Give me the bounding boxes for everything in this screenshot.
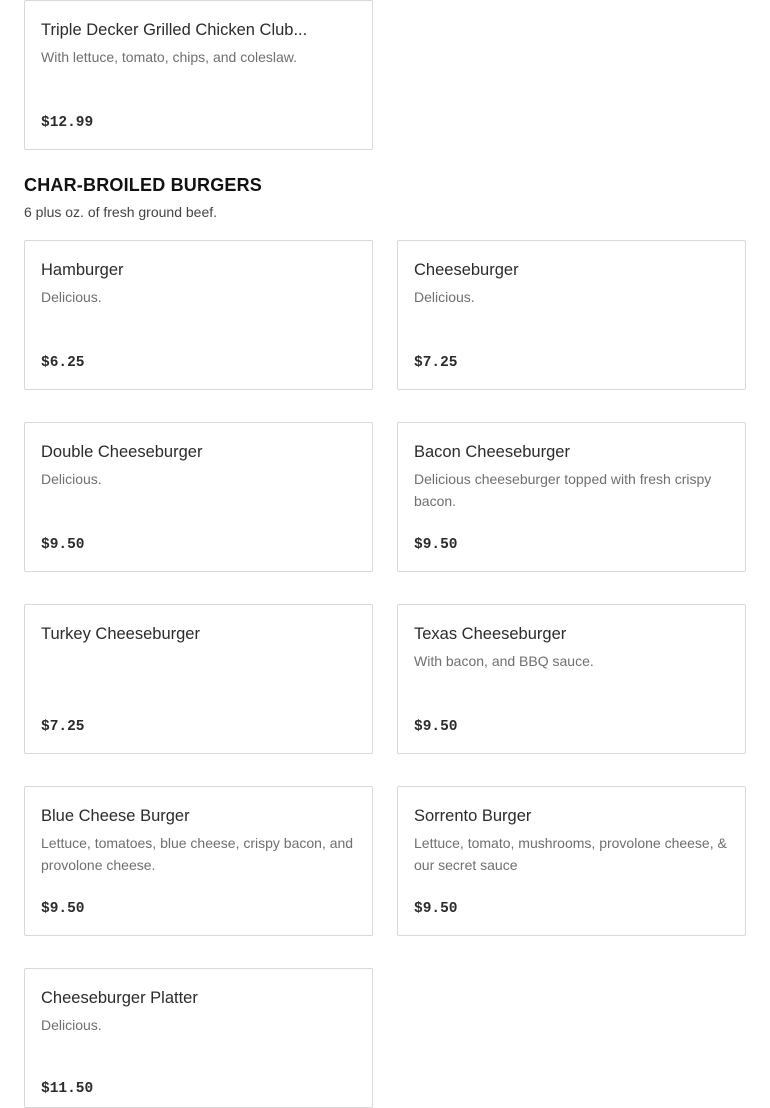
item-description: Delicious. (41, 471, 102, 487)
item-description: With bacon, and BBQ sauce. (414, 653, 594, 669)
menu-item-card-triple-decker[interactable] (24, 0, 373, 150)
menu-item-card-blue-cheese-burger[interactable] (24, 786, 373, 936)
menu-item-card-hamburger[interactable] (24, 240, 373, 390)
item-title: Hamburger (41, 261, 124, 279)
item-price: $9.50 (41, 901, 85, 917)
item-price: $9.50 (41, 537, 85, 553)
item-description: Lettuce, tomato, mushrooms, provolone cheese, & our secret sauce (414, 835, 727, 873)
section-subtitle: 6 plus oz. of fresh ground beef. (24, 204, 218, 220)
item-title: Sorrento Burger (414, 807, 532, 825)
item-title: Texas Cheeseburger (414, 625, 567, 643)
item-price: $9.50 (414, 537, 458, 553)
item-title: Double Cheeseburger (41, 443, 203, 461)
menu-item-card-bacon-cheeseburger[interactable] (397, 422, 746, 572)
item-description: Delicious. (41, 1017, 102, 1033)
menu-item-card-sorrento-burger[interactable] (397, 786, 746, 936)
item-price: $9.50 (414, 719, 458, 735)
item-title: Cheeseburger (414, 261, 519, 279)
menu-item-card-cheeseburger-platter[interactable] (24, 968, 373, 1108)
item-price: $9.50 (414, 901, 458, 917)
item-description: With lettuce, tomato, chips, and coleslaw. (41, 49, 298, 65)
item-price: $7.25 (414, 355, 458, 371)
item-price: $11.50 (41, 1081, 94, 1097)
item-title: Bacon Cheeseburger (414, 443, 570, 461)
menu-item-card-cheeseburger[interactable] (397, 240, 746, 390)
menu-item-card-turkey-cheeseburger[interactable] (24, 604, 373, 754)
item-price: $7.25 (41, 719, 85, 735)
menu-item-card-double-cheeseburger[interactable] (24, 422, 373, 572)
item-description: Delicious. (41, 289, 102, 305)
item-description: Lettuce, tomatoes, blue cheese, crispy bacon, and provolone cheese. (41, 835, 354, 873)
item-price: $12.99 (41, 115, 94, 131)
item-description: Delicious cheeseburger topped with fresh crispy bacon. (414, 471, 712, 509)
item-title: Turkey Cheeseburger (41, 625, 200, 643)
item-title: Blue Cheese Burger (41, 807, 190, 825)
menu-item-card-texas-cheeseburger[interactable] (397, 604, 746, 754)
item-title: Cheeseburger Platter (41, 989, 198, 1007)
item-price: $6.25 (41, 355, 85, 371)
item-description: Delicious. (414, 289, 475, 305)
section-title: CHAR-BROILED BURGERS (24, 175, 262, 195)
item-title: Triple Decker Grilled Chicken Club... (41, 21, 308, 39)
